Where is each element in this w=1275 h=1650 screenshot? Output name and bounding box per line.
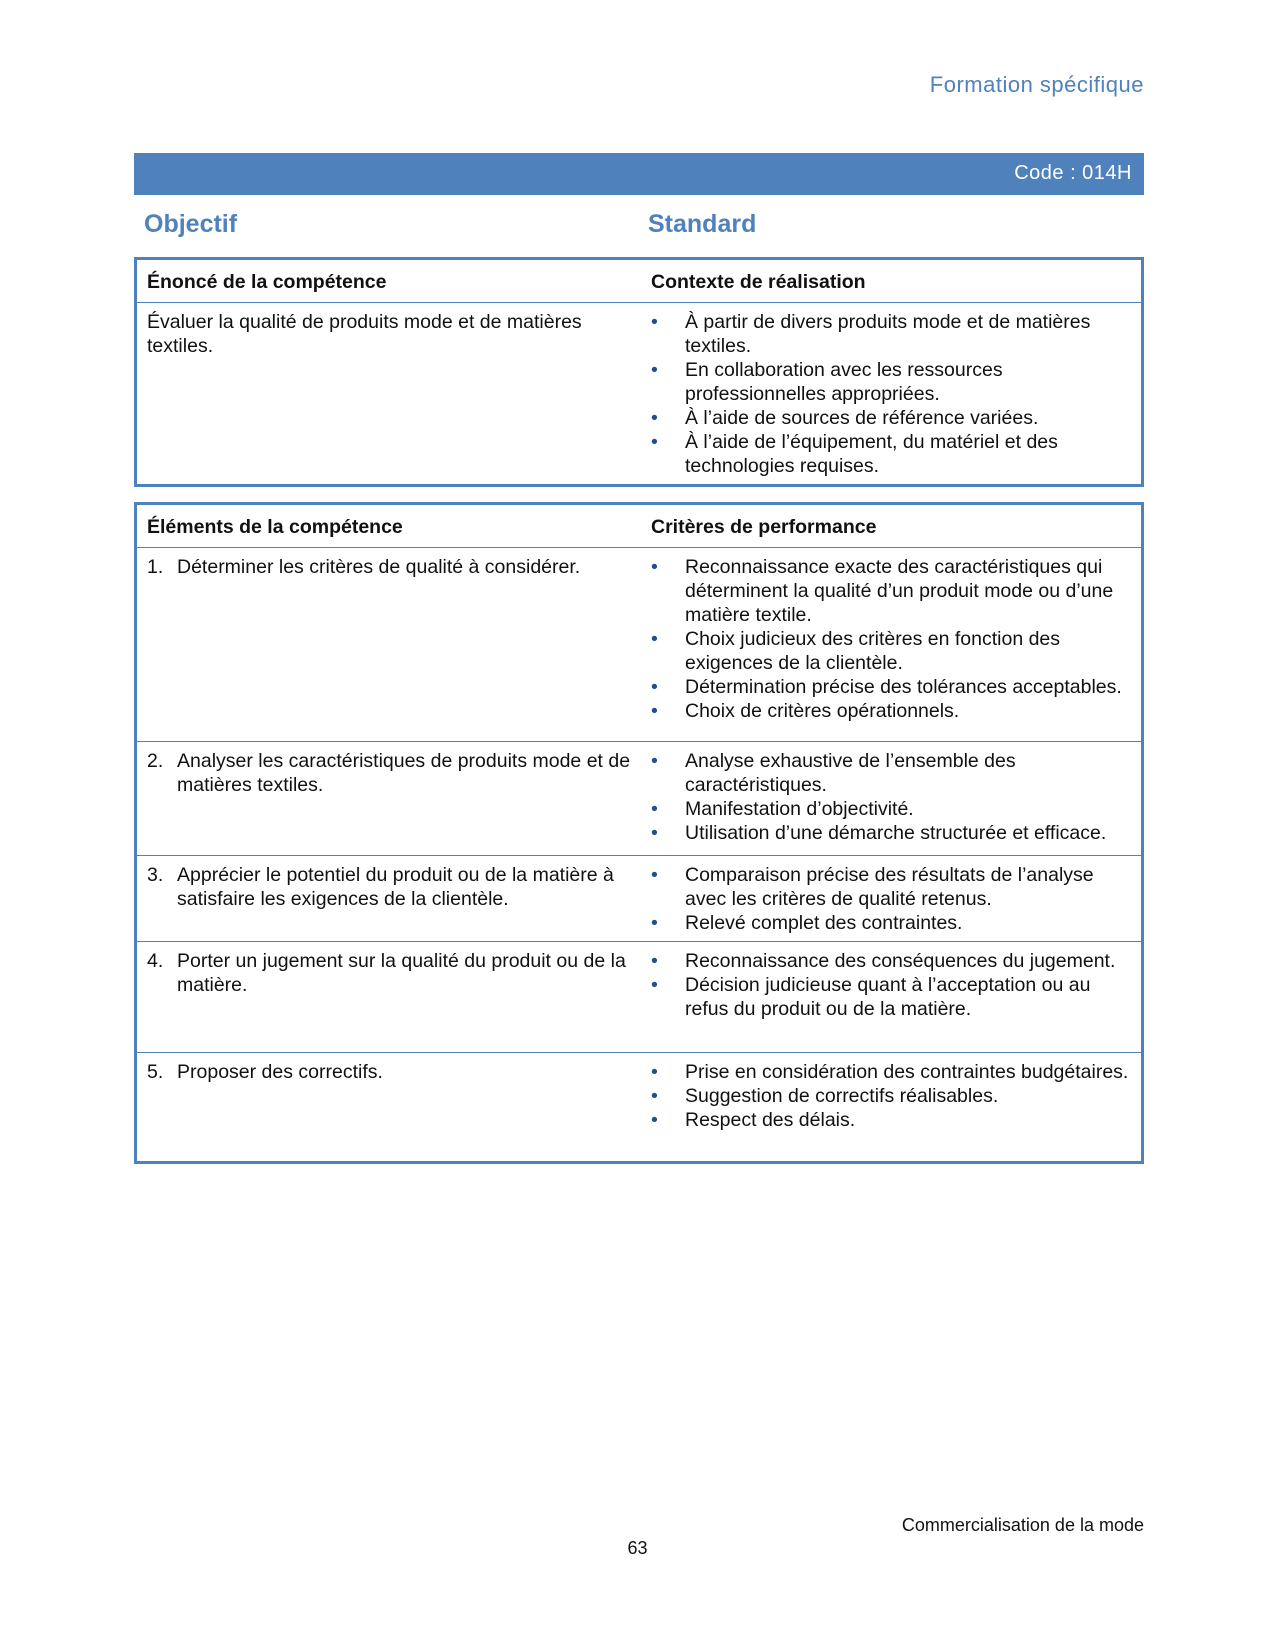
criteria-list: [651, 863, 1133, 935]
criterion-item: • Reconnaissance des conséquences du jugement.: [651, 949, 1133, 973]
contexte-item: • À partir de divers produits mode et de matières textiles.: [651, 310, 1133, 358]
contexte-item: • À l’aide de sources de référence variées.: [651, 406, 1133, 430]
competence-table: [134, 257, 1144, 487]
criterion-item: • Comparaison précise des résultats de l’analyse avec les critères de qualité retenus.: [651, 863, 1133, 911]
element-text: Déterminer les critères de qualité à considérer.: [177, 556, 581, 578]
element-text: Analyser les caractéristiques de produits mode et de matières textiles.: [177, 750, 631, 796]
contexte-header: Contexte de réalisation: [641, 259, 1143, 303]
element-number: 4.: [147, 950, 164, 972]
criteria-list: [651, 555, 1133, 723]
contexte-item: • À l’aide de l’équipement, du matériel et des technologies requises.: [651, 430, 1133, 478]
enonce-header: Énoncé de la compétence: [136, 259, 642, 303]
criterion-item: • Respect des délais.: [651, 1108, 1133, 1132]
running-header: Formation spécifique: [929, 72, 1144, 97]
page-number: 63: [627, 1538, 648, 1558]
element-text: Proposer des correctifs.: [177, 1061, 383, 1083]
criterion-item: • Reconnaissance exacte des caractéristiques qui déterminent la qualité d’un produit mode ou d’une matière textile.: [651, 555, 1133, 627]
criterion-item: • Utilisation d’une démarche structurée et efficace.: [651, 821, 1133, 845]
objectif-heading: Objectif: [144, 210, 238, 238]
criterion-item: • Relevé complet des contraintes.: [651, 911, 1133, 935]
element-number: 3.: [147, 864, 164, 886]
criterion-item: • Manifestation d’objectivité.: [651, 797, 1133, 821]
criterion-item: • Choix judicieux des critères en fonction des exigences de la clientèle.: [651, 627, 1133, 675]
element-text: Porter un jugement sur la qualité du produit ou de la matière.: [177, 950, 626, 996]
footer-title: Commercialisation de la mode: [901, 1515, 1144, 1535]
elements-table: [134, 502, 1144, 1164]
table-row: [136, 942, 1143, 1053]
code-bar: Code : 014H: [134, 153, 1144, 195]
element-number: 2.: [147, 750, 164, 772]
table-row: [136, 856, 1143, 942]
criterion-item: • Suggestion de correctifs réalisables.: [651, 1084, 1133, 1108]
criterion-item: • Analyse exhaustive de l’ensemble des caractéristiques.: [651, 749, 1133, 797]
element-number: 1.: [147, 556, 164, 578]
elements-header: Éléments de la compétence: [136, 504, 642, 548]
criteria-list: [651, 749, 1133, 845]
table-row: [136, 1053, 1143, 1163]
table-row: [136, 548, 1143, 742]
standard-heading: Standard: [648, 210, 757, 238]
criteres-header: Critères de performance: [641, 504, 1143, 548]
contexte-item: • En collaboration avec les ressources professionnelles appropriées.: [651, 358, 1133, 406]
enonce-text: Évaluer la qualité de produits mode et de matières textiles.: [147, 311, 582, 357]
contexte-list: [651, 310, 1133, 478]
table-row: [136, 742, 1143, 856]
criteria-list: [651, 949, 1133, 1021]
criterion-item: • Prise en considération des contraintes budgétaires.: [651, 1060, 1133, 1084]
criterion-item: • Détermination précise des tolérances acceptables.: [651, 675, 1133, 699]
criterion-item: • Choix de critères opérationnels.: [651, 699, 1133, 723]
element-text: Apprécier le potentiel du produit ou de la matière à satisfaire les exigences de la clientèle.: [177, 864, 614, 910]
criteria-list: [651, 1060, 1133, 1132]
criterion-item: • Décision judicieuse quant à l’acceptation ou au refus du produit ou de la matière.: [651, 973, 1133, 1021]
element-number: 5.: [147, 1061, 164, 1083]
